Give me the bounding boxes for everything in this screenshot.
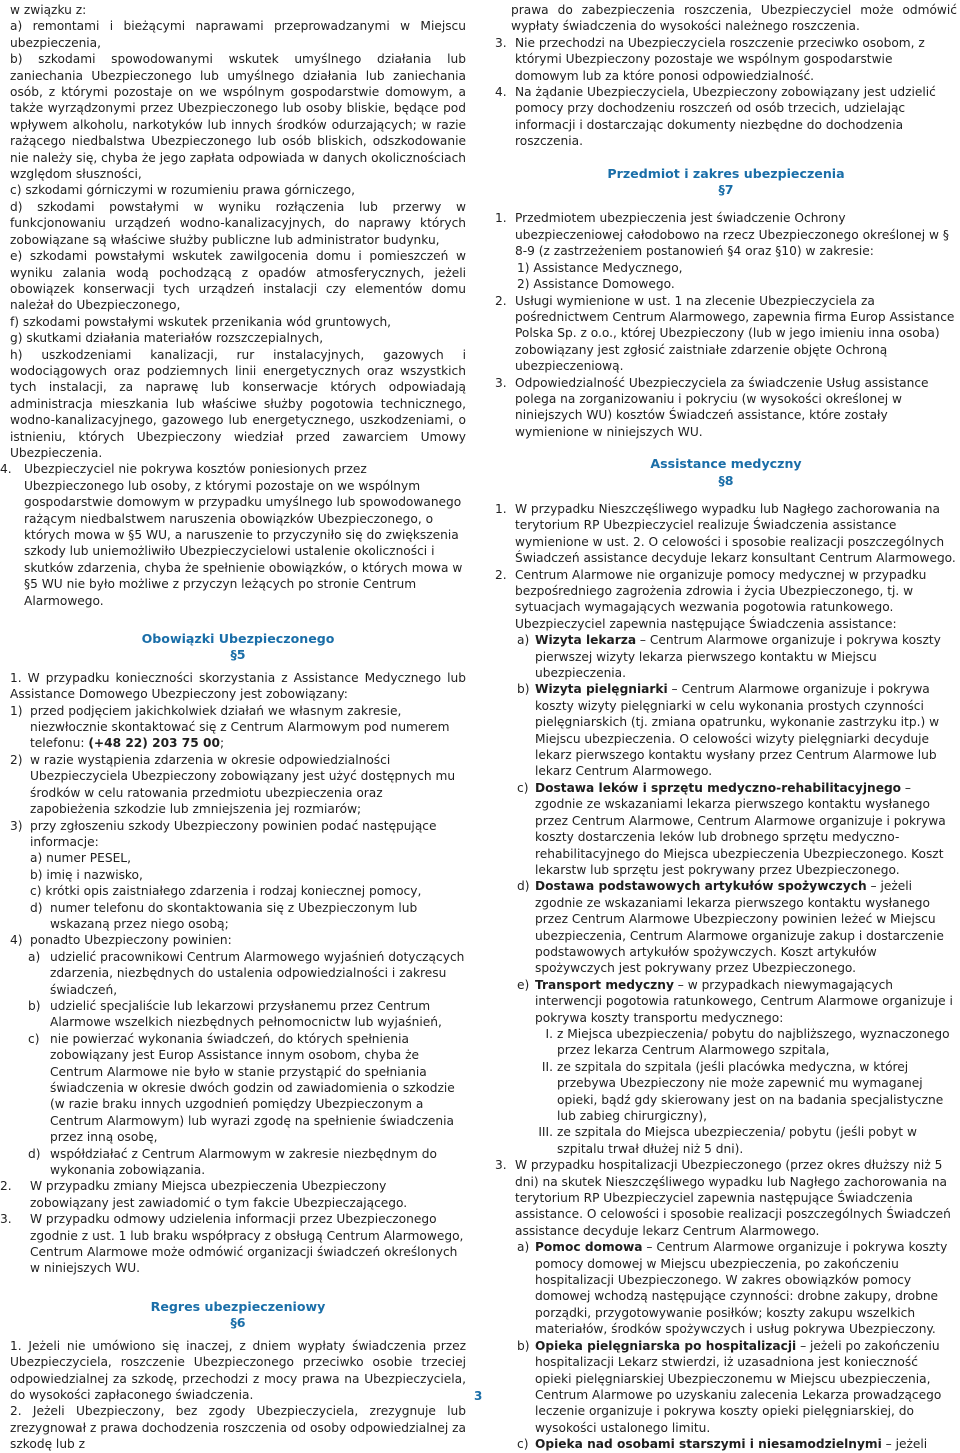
list-item: a) numer PESEL,	[30, 851, 131, 866]
list-item: a) Wizyta lekarza – Centrum Alarmowe organizuje i pokrywa koszty pierwszej wizyty lekarza pierwszego kontaktu w Miejscu ubezpieczenia.	[517, 633, 941, 681]
list-item: a) remontami i bieżącymi naprawami przeprowadzanymi w Miejscu ubezpieczenia,	[10, 19, 466, 50]
list-item: 2) w razie wystąpienia zdarzenia w okresie odpowiedzialności Ubezpieczyciela Ubezpieczony zobowiązany jest użyć dostępnych mu środków w celu ratowania przedmiotu ubezpieczenia oraz zapobieżenia szkodzie lub zmniejszenia jej rozmiarów;	[10, 752, 456, 817]
list-item: c) Opieka nad osobami starszymi i niesamodzielnymi – jeżeli	[517, 1437, 928, 1452]
paragraph-6-2: 2. Jeżeli Ubezpieczony, bez zgody Ubezpieczyciela, zrezygnuje lub zrezygnował z prawa dochodzenia roszczenia od osoby odpowiedzialnej za szkodę lub z	[10, 1404, 467, 1452]
list-item: e) szkodami powstałymi wskutek zawilgocenia domu i pomieszczeń w wyniku zalania wodą pochodzącą z opadów atmosferycznych, jeżeli obowiązek konserwacji tych urządzeń instalacji czy elementów domu należał do Ubezpieczonego,	[10, 249, 466, 313]
list-item: d) numer telefonu do skontaktowania się z Ubezpieczonym lub wskazaną przez niego osobą;	[30, 900, 418, 931]
paragraph-7-3: 3. Odpowiedzialność Ubezpieczyciela za świadczenie Usług assistance polega na zorganizowaniu i pokryciu (w wysokości określonej w niniejszych WU) kosztów Świadczeń assistance, które zostały wymienione w niniejszych WU.	[495, 375, 929, 439]
list-item: e) Transport medyczny – w przypadkach niewymagających interwencji pogotowia ratunkowego, Centrum Alarmowe organizuje i pokrywa koszty transportu medycznego:	[517, 977, 953, 1025]
list-item: b) udzielić specjaliście lub lekarzowi przysłanemu przez Centrum Alarmowe wszelkich niezbędnych pełnomocnictw lub wyjaśnień,	[28, 998, 442, 1030]
paragraph-8-1: 1. W przypadku Nieszczęśliwego wypadku lub Nagłego zachorowania na terytorium RP Ubezpieczyciel realizuje Świadczenia assistance wymienione w ust. 2. O celowości i sposobie realizacji poszczególnych Świadczeń assistance decyduje lekarz konsultant Centrum Alarmowego.	[495, 501, 956, 566]
right-column	[495, 2, 957, 1453]
list-item: c) Dostawa leków i sprzętu medyczno-rehabilitacyjnego – zgodnie ze wskazaniami lekarza pierwszego kontaktu wysłanego przez Centrum Alarmowe, Centrum Alarmowe organizuje i pokrywa koszty dostarczenia leków lub drobnego sprzętu medyczno-rehabilitacyjnego do Miejsca ubezpieczenia Ubezpieczonego. Koszt lekarstw lub sprzętu jest pokrywany przez Ubezpieczonego.	[517, 780, 946, 877]
section-number: §8	[718, 472, 734, 488]
section-number: §5	[230, 647, 246, 663]
intro-text: w związku z:	[10, 3, 87, 17]
paragraph-6-3: 3. Nie przechodzi na Ubezpieczyciela roszczenie przeciwko osobom, z którymi Ubezpieczony pozostaje we wspólnym gospodarstwie domowym lub za które ponosi odpowiedzialność.	[495, 35, 925, 83]
list-item: II. ze szpitala do szpitala (jeśli placówka medyczna, w której przebywa Ubezpieczony nie może zapewnić mu wymaganej opieki, bądź gdy skierowany jest on na badania specjalistyczne lub zabieg chirurgiczny),	[541, 1059, 944, 1123]
list-item: h) uszkodzeniami kanalizacji, rur instalacyjnych, gazowych i wodociągowych oraz podziemnych linii energetycznych oraz wszystkich tych instalacji, za naprawę lub konserwacje których odpowiadają administracja mieszkania lub właściwe służby pogotowia technicznego, wodno-kanalizacyjnego, gazowego lub energetycznego, uszkodzeniami, o istnieniu, których Ubezpieczony wiedział przed zawarciem Umowy Ubezpieczenia.	[10, 347, 466, 460]
paragraph-number: 4.	[0, 462, 12, 477]
paragraph-4	[0, 461, 466, 609]
list-item: g) skutkami działania materiałów rozszczepialnych,	[10, 331, 324, 346]
paragraph-6-1: 1. Jeżeli nie umówiono się inaczej, z dniem wypłaty świadczenia przez Ubezpieczyciela, roszczenie Ubezpieczonego przeciwko osobie trzeciej odpowiedzialnej za szkodę, przechodzi z mocy prawa na Ubezpieczyciela, do wysokości zapłaconego świadczenia.	[10, 1338, 466, 1402]
paragraph-5-1: 1. W przypadku konieczności skorzystania z Assistance Medycznego lub Assistance Domowego Ubezpieczony jest zobowiązany:	[10, 670, 466, 702]
paragraph-continuation: prawa do zabezpieczenia roszczenia, Ubezpieczyciel może odmówić wypłaty świadczenia do wysokości należnego roszczenia.	[511, 3, 957, 34]
list-item: a) udzielić pracownikowi Centrum Alarmowego wyjaśnień dotyczących zdarzenia, niezbędnych do ustalenia odpowiedzialności i zakresu świadczeń,	[28, 949, 465, 997]
list-item: b) Wizyta pielęgniarki – Centrum Alarmowe organizuje i pokrywa koszty wizyty pielęgniarki w celu wykonania prostych czynności pielęgniarskich (tj. zmiana opatrunku, wykonanie zastrzyku itp.) w Miejscu ubezpieczenia. O celowości wizyty pielęgniarki decyduje lekarz pierwszego kontaktu wysłany przez Centrum Alarmowe lub lekarz Centrum Alarmowego.	[517, 682, 940, 779]
section-number: §6	[230, 1315, 246, 1331]
list-item: c) nie powierzać wykonania świadczeń, do których spełnienia zobowiązany jest Europ Assistance innym osobom, chyba że Centrum Alarmowe nie było w stanie przystąpić do spełniania świadczenia w okresie dwóch godzin od zawiadomienia o szkodzie (w razie braku innych uzgodnień pomiędzy Ubezpieczonym a Centrum Alarmowym) lub wyrazi zgodę na spełnienie świadczenia przez inną osobę,	[28, 1031, 455, 1145]
list-item: 1) przed podjęciem jakichkolwiek działań we własnym zakresie, niezwłocznie skontaktować się z Centrum Alarmowym pod numerem telefonu: (+48 22) 203 75 00;	[10, 703, 450, 751]
list-item: 1) Assistance Medycznego,	[517, 260, 683, 275]
section-title: Przedmiot i zakres ubezpieczenia	[607, 165, 845, 181]
list-item: I. z Miejsca ubezpieczenia/ pobytu do najbliższego, wyznaczonego przez lekarza Centrum Alarmowego szpitala,	[545, 1026, 950, 1058]
paragraph-7-2: 2. Usługi wymienione w ust. 1 na zlecenie Ubezpieczyciela za pośrednictwem Centrum Alarmowego, zapewnia firma Europ Assistance Polska Sp. z o.o., której Ubezpieczony (lub w jego imieniu inna osoba) zobowiązany jest zgłosić zaistniałe zdarzenie objęte Ochroną ubezpieczeniową.	[495, 293, 955, 374]
list-item: f) szkodami powstałymi wskutek przenikania wód gruntowych,	[10, 314, 392, 329]
list-item: d) Dostawa podstawowych artykułów spożywczych – jeżeli zgodnie ze wskazaniami lekarza pierwszego kontaktu wysłanego przez Centrum Alarmowe Ubezpieczony powinien leżeć w Miejscu ubezpieczenia, Centrum Alarmowe organizuje zakup i dostarczenie podstawowych artykułów spożywczych. Koszt artykułów spożywczych jest pokrywany przez Ubezpieczonego.	[517, 879, 944, 976]
list-item: b) imię i nazwisko,	[30, 867, 143, 882]
list-item: d) szkodami powstałymi w wyniku rozłączenia lub przerwy w funkcjonowaniu urządzeń wodno-kanalizacyjnych, do naprawy których zobowiązane są właściwe służby publiczne lub administrator budynku,	[10, 199, 466, 247]
paragraph-8-3: 3. W przypadku hospitalizacji Ubezpieczonego (przez okres dłuższy niż 5 dni) na skutek Nieszczęśliwego wypadku lub Nagłego zachorowania na terytorium RP Ubezpieczyciel zapewnia następujące Świadczenia assistance. O celowości i sposobie realizacji poszczególnych Świadczeń assistance decyduje lekarz Centrum Alarmowego.	[495, 1158, 951, 1238]
page-number: 3	[474, 1389, 483, 1403]
paragraph-7-1: 1. Przedmiotem ubezpieczenia jest świadczenie Ochrony ubezpieczeniowej całodobowo na rzecz Ubezpieczonego określonej w § 8-9 (z zastrzeżeniem postanowień §4 oraz §10) w zakresie:	[495, 211, 949, 259]
section-title: Obowiązki Ubezpieczonego	[141, 631, 335, 647]
list-item: 3) przy zgłoszeniu szkody Ubezpieczony powinien podać następujące informacje:	[10, 818, 437, 849]
list-item: III. ze szpitala do Miejsca ubezpieczenia/ pobytu (jeśli pobyt w szpitalu trwał dłużej niż 5 dni).	[538, 1125, 917, 1156]
list-item: b) szkodami spowodowanymi wskutek umyślnego działania lub zaniechania Ubezpieczonego lub umyślnego działania lub zaniechania osób, z którymi pozostaje on we wspólnym gospodarstwie domowym, a także wyrządzonymi przez Ubezpieczonego lub osoby bliskie, będące pod wpływem alkoholu, narkotyków lub innych środków odurzających; w razie rażącego niedbalstwa Ubezpieczonego lub osób bliskich, odszkodowanie nie należy się, chyba że jego zapłata odpowiada w danych okolicznościach względom słuszności,	[10, 52, 466, 182]
section-title: Assistance medyczny	[650, 456, 802, 472]
left-column	[0, 2, 467, 1453]
list-item: d) współdziałać z Centrum Alarmowym w zakresie niezbędnym do wykonania zobowiązania.	[28, 1146, 437, 1178]
list-item: b) Opieka pielęgniarska po hospitalizacji – jeżeli po zakończeniu hospitalizacji Lekarz stwierdzi, iż uzasadniona jest konieczność opieki pielęgniarskiej Ubezpieczonemu w Miejscu ubezpieczenia, Centrum Alarmowe po uzyskaniu zalecenia Lekarza prowadzącego leczenie organizuje i pokrywa koszty opieki pielęgniarskiej, do wysokości ustalonego limitu.	[517, 1338, 942, 1435]
list-item: 2) Assistance Domowego.	[517, 277, 675, 292]
paragraph-text: Ubezpieczyciel nie pokrywa kosztów poniesionych przez Ubezpieczonego lub osoby, z którymi pozostaje on we wspólnym gospodarstwie domowym w przypadku umyślnego lub spowodowanego rażącym niedbalstwem naruszenia obowiązków Ubezpieczonego, o których mowa w §5 WU, a naruszenie to przyczyniło się do zwiększenia szkody lub uniemożliwiło Ubezpieczycielowi ustalenie okoliczności i skutków zdarzenia, chyba że spełnienie obowiązków, o których mowa w §5 WU nie było możliwe z przyczyn leżących po stronie Centrum Alarmowego.	[24, 462, 463, 608]
list-item: a) Pomoc domowa – Centrum Alarmowe organizuje i pokrywa koszty pomocy domowej w Miejscu ubezpieczenia, po zakończeniu hospitalizacji Ubezpieczonego. W zakres obowiązków pomocy domowej wchodzą następujące czynności: drobne zakupy, drobne porządki, przygotowywanie posiłków; koszty zakupu wszelkich materiałów, środków spożywczych i usług pokrywa Ubezpieczony.	[517, 1240, 948, 1337]
section-title: Regres ubezpieczeniowy	[150, 1298, 326, 1314]
section-number: §7	[718, 182, 734, 198]
list-item: c) krótki opis zaistniałego zdarzenia i rodzaj koniecznej pomocy,	[30, 884, 422, 899]
paragraph-5-2: 2. W przypadku zmiany Miejsca ubezpieczenia Ubezpieczony zobowiązany jest zawiadomić o tym fakcie Ubezpieczającego.	[0, 1179, 408, 1210]
list-item: c) szkodami górniczymi w rozumieniu prawa górniczego,	[10, 183, 355, 198]
list-item: 4) ponadto Ubezpieczony powinien:	[10, 933, 232, 948]
phone-number: (+48 22) 203 75 00	[88, 736, 220, 751]
paragraph-5-3: 3. W przypadku odmowy udzielenia informacji przez Ubezpieczonego zgodnie z ust. 1 lub braku współpracy z obsługą Centrum Alarmowego, Centrum Alarmowe może odmówić organizacji świadczeń określonych w niniejszych WU.	[0, 1212, 464, 1276]
paragraph-6-4: 4. Na żądanie Ubezpieczyciela, Ubezpieczony zobowiązany jest udzielić pomocy przy dochodzeniu roszczeń od osób trzecich, udzielając informacji i dostarczając dokumenty niezbędne do dochodzenia roszczenia.	[495, 85, 936, 149]
paragraph-8-2: 2. Centrum Alarmowe nie organizuje pomocy medycznej w przypadku bezpośredniego zagrożenia zdrowia i życia Ubezpieczonego, tj. w sytuacjach wymagających wezwania pogotowia ratunkowego. Ubezpieczyciel zapewnia następujące Świadczenia assistance:	[495, 567, 927, 631]
